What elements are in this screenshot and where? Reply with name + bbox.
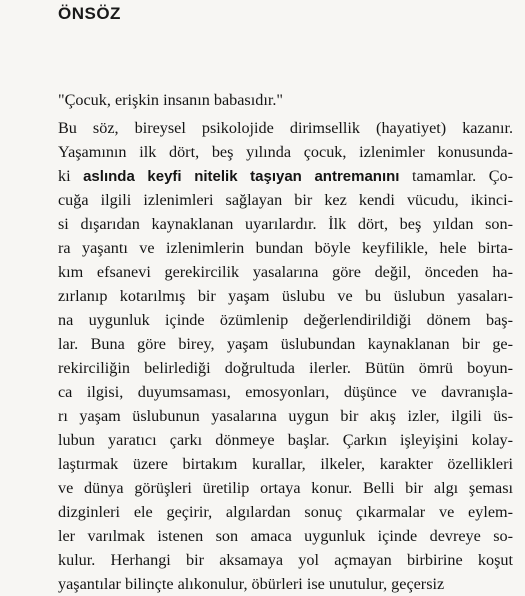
text-line bbox=[58, 164, 513, 188]
text-line: si dışarıdan kaynaklanan uyarılardır. İlk dört, beş yıldan son- bbox=[58, 215, 513, 233]
page-heading: ÖNSÖZ bbox=[58, 4, 121, 23]
text-line: laştırmak üzere birtakım kurallar, ilkeler, karakter özellikleri bbox=[58, 455, 513, 473]
text-line: lar. Buna göre birey, yaşam üslubundan kaynaklanan bir ge- bbox=[58, 335, 513, 353]
body-text bbox=[58, 88, 513, 596]
text-line: rekirciliğin belirlediği doğrultuda ilerler. Bütün ömrü boyun- bbox=[58, 359, 513, 377]
text-line: Bu söz, bireysel psikolojide dirimsellik (hayatiyet) kazanır. bbox=[58, 119, 513, 137]
emphasized-phrase: aslında keyfi nitelik taşıyan antremanını bbox=[83, 168, 400, 185]
text-fragment: tamamlar. Ço- bbox=[399, 167, 514, 185]
text-fragment: ki bbox=[58, 167, 84, 185]
opening-quote: "Çocuk, erişkin insanın babasıdır." bbox=[58, 91, 283, 109]
text-line: ra yaşantı ve izlenimlerin bundan böyle keyfilikle, hele birta- bbox=[58, 239, 513, 257]
text-line: Yaşamının ilk dört, beş yılında çocuk, izlenimler konusunda- bbox=[58, 143, 513, 161]
text-line: lubun yaratıcı çarkı dönmeye başlar. Çarkın işleyişini kolay- bbox=[58, 431, 513, 449]
text-line: zırlanıp kotarılmış bir yaşam üslubu ve bu üslubun yasaları- bbox=[58, 287, 513, 305]
text-line: dizginleri ele geçirir, algılardan sonuç çıkarmalar ve eylem- bbox=[58, 503, 513, 521]
text-line: cuğa ilgili izlenimleri sağlayan bir kez kendi vücudu, ikinci- bbox=[58, 191, 513, 209]
text-line: yaşantılar bilinçte alıkonulur, öbürleri ise unutulur, geçersiz bbox=[58, 575, 445, 593]
text-line: rı yaşam üslubunun yasalarına uygun bir akış izler, ilgili üs- bbox=[58, 407, 513, 425]
text-line: ve dünya görüşleri üretilip ortaya konur. Belli bir algı şeması bbox=[58, 479, 513, 497]
text-line: na uygunluk içinde özümlenip değerlendirildiği dönem baş- bbox=[58, 311, 513, 329]
text-line: kım efsanevi gerekircilik yasalarına göre değil, önceden ha- bbox=[58, 263, 513, 281]
text-line: ca ilgisi, duyumsaması, emosyonları, düşünce ve davranışla- bbox=[58, 383, 513, 401]
text-line: ler varılmak istenen son amaca uygunluk içinde devreye so- bbox=[58, 527, 513, 545]
text-line: kulur. Herhangi bir aksamaya yol açmayan birbirine koşut bbox=[58, 551, 513, 569]
